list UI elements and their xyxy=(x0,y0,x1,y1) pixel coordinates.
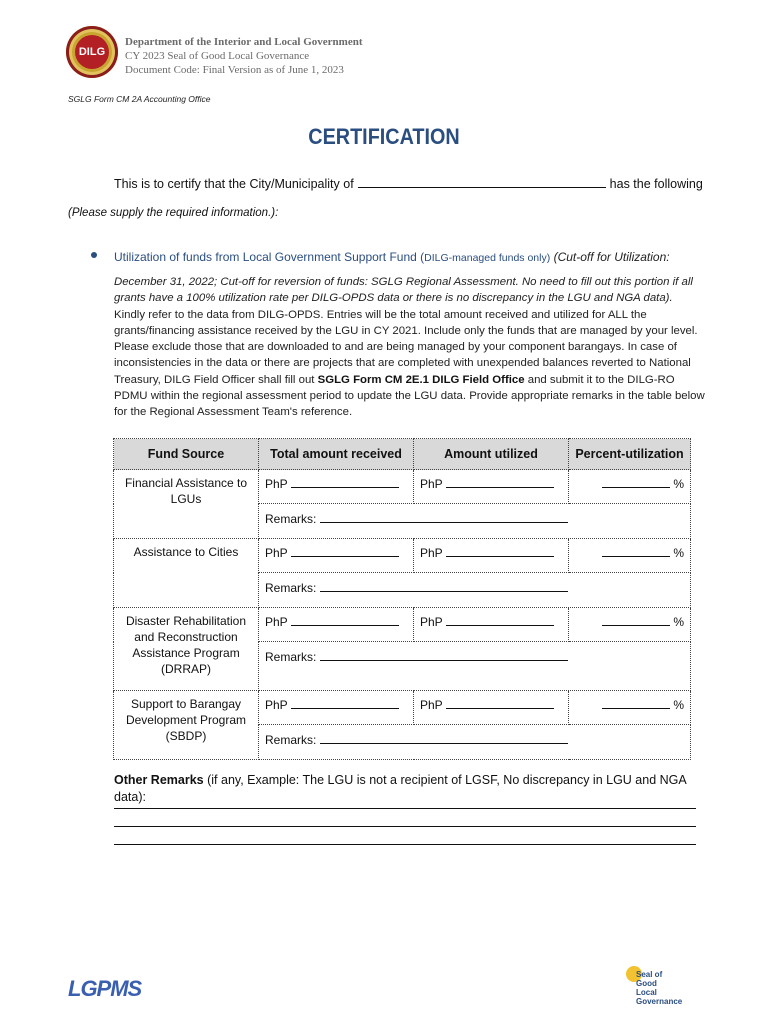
currency-label: PhP xyxy=(265,546,288,560)
input-line xyxy=(602,546,670,557)
certify-tail: has the following xyxy=(609,177,703,191)
remarks-field[interactable] xyxy=(259,725,691,760)
input-line xyxy=(446,546,554,557)
page-title: CERTIFICATION xyxy=(308,124,460,149)
currency-label: PhP xyxy=(265,615,288,629)
sglg-logo xyxy=(626,966,698,1012)
currency-label: PhP xyxy=(265,477,288,491)
amount-utilized-field[interactable] xyxy=(414,691,569,725)
document-header xyxy=(125,35,362,77)
header-amount-utilized: Amount utilized xyxy=(414,439,569,470)
table-row xyxy=(114,691,691,725)
instructions-form-ref: SGLG Form CM 2E.1 DILG Field Office xyxy=(317,373,525,386)
fund-source-cell: Disaster Rehabilitation and Reconstruction Assistance Program (DRRAP) xyxy=(114,608,259,691)
header-fund-source: Fund Source xyxy=(114,439,259,470)
instructions-body xyxy=(114,274,706,421)
total-received-field[interactable] xyxy=(259,539,414,573)
header-program: CY 2023 Seal of Good Local Governance xyxy=(125,50,310,62)
table-row xyxy=(114,539,691,573)
other-remarks-text: (if any, Example: The LGU is not a recipient of LGSF, No discrepancy in LGU and NGA data): xyxy=(114,773,687,804)
input-line xyxy=(291,477,399,488)
fund-source-cell: Support to Barangay Development Program (SBDP) xyxy=(114,691,259,760)
total-received-field[interactable] xyxy=(259,691,414,725)
input-line xyxy=(446,615,554,626)
certify-lead: This is to certify that the City/Municipality of xyxy=(114,177,354,191)
input-line xyxy=(602,477,670,488)
sglg-logo-text xyxy=(636,970,682,1006)
other-remarks xyxy=(114,772,704,806)
percent-field[interactable] xyxy=(569,691,691,725)
lgpms-logo-text: LGPMS xyxy=(68,976,142,1001)
total-received-field[interactable] xyxy=(259,470,414,504)
remarks-line xyxy=(320,581,568,592)
bullet-heading xyxy=(114,250,714,264)
dilg-logo-text: DILG xyxy=(75,35,109,69)
table-row xyxy=(114,608,691,642)
input-line xyxy=(291,546,399,557)
fund-utilization-table xyxy=(113,438,691,760)
remarks-label: Remarks: xyxy=(265,581,317,595)
header-total-received: Total amount received xyxy=(259,439,414,470)
form-name: SGLG Form CM 2A Accounting Office xyxy=(68,94,211,104)
remarks-label: Remarks: xyxy=(265,512,317,526)
currency-label: PhP xyxy=(420,477,443,491)
sglg-word: Seal of xyxy=(636,970,663,979)
sglg-word: Good xyxy=(636,979,657,988)
sglg-word: Local xyxy=(636,988,657,997)
remarks-field[interactable] xyxy=(259,504,691,539)
instructions-text-1: Kindly refer to the data from DILG-OPDS. Entries will be the total amount received and utilized for ALL the grants/financing assistance received by the LGU in CY 2021. Include only the funds that are managed by your level. Please exclude those that are downloaded to and are being managed by your component barangays. In case of inconsistencies in the data or there are projects that are completed with unexpended balances reverted to National Treasury, DILG Field Officer shall fill out xyxy=(114,308,698,386)
currency-label: PhP xyxy=(265,698,288,712)
certify-statement xyxy=(114,177,704,191)
input-line xyxy=(446,698,554,709)
input-line xyxy=(291,698,399,709)
fund-source-cell: Assistance to Cities xyxy=(114,539,259,608)
amount-utilized-field[interactable] xyxy=(414,608,569,642)
percent-field[interactable] xyxy=(569,470,691,504)
percent-sign: % xyxy=(673,546,684,560)
remarks-label: Remarks: xyxy=(265,650,317,664)
heading-text: Utilization of funds from Local Government Support Fund ( xyxy=(114,250,425,264)
input-line xyxy=(446,477,554,488)
remarks-line xyxy=(320,650,568,661)
percent-field[interactable] xyxy=(569,608,691,642)
other-remarks-line-3[interactable] xyxy=(114,844,696,845)
input-line xyxy=(602,698,670,709)
instructions-text-2: and submit it to the DILG-RO PDMU within the regional assessment period to update the LGU data. Provide appropriate remarks in the table below for the Regional Assessment Team's reference. xyxy=(114,373,705,419)
remarks-line xyxy=(320,733,568,744)
sglg-word: Governance xyxy=(636,997,683,1006)
amount-utilized-field[interactable] xyxy=(414,539,569,573)
dilg-seal-logo xyxy=(66,26,118,78)
input-line xyxy=(291,615,399,626)
amount-utilized-field[interactable] xyxy=(414,470,569,504)
total-received-field[interactable] xyxy=(259,608,414,642)
currency-label: PhP xyxy=(420,698,443,712)
currency-label: PhP xyxy=(420,546,443,560)
remarks-field[interactable] xyxy=(259,642,691,691)
heading-small-text: DILG-managed funds only) xyxy=(424,252,551,264)
other-remarks-line-1[interactable] xyxy=(114,808,696,809)
supply-info-note: (Please supply the required information.): xyxy=(68,207,279,219)
table-header-row xyxy=(114,439,691,470)
header-document-code: Document Code: Final Version as of June 1, 2023 xyxy=(125,64,344,76)
city-municipality-field[interactable] xyxy=(358,177,606,188)
other-remarks-line-2[interactable] xyxy=(114,826,696,827)
bullet-icon xyxy=(90,251,98,259)
cutoff-text: (Cut-off for Utilization: xyxy=(553,250,670,264)
header-agency: Department of the Interior and Local Government xyxy=(125,36,363,48)
other-remarks-label: Other Remarks xyxy=(114,773,204,787)
percent-sign: % xyxy=(673,615,684,629)
fund-source-cell: Financial Assistance to LGUs xyxy=(114,470,259,539)
table-row xyxy=(114,470,691,504)
percent-sign: % xyxy=(673,477,684,491)
remarks-label: Remarks: xyxy=(265,733,317,747)
remarks-field[interactable] xyxy=(259,573,691,608)
instructions-italic: December 31, 2022; Cut-off for reversion of funds: SGLG Regional Assessment. No need to fill out this portion if all grants have a 100% utilization rate per DILG-OPDS data or there is no discrepancy in the LGU and NGA data). xyxy=(114,276,693,305)
percent-field[interactable] xyxy=(569,539,691,573)
percent-sign: % xyxy=(673,698,684,712)
input-line xyxy=(602,615,670,626)
currency-label: PhP xyxy=(420,615,443,629)
header-percent-utilization: Percent-utilization xyxy=(569,439,691,470)
remarks-line xyxy=(320,512,568,523)
lgpms-logo xyxy=(68,976,164,1010)
